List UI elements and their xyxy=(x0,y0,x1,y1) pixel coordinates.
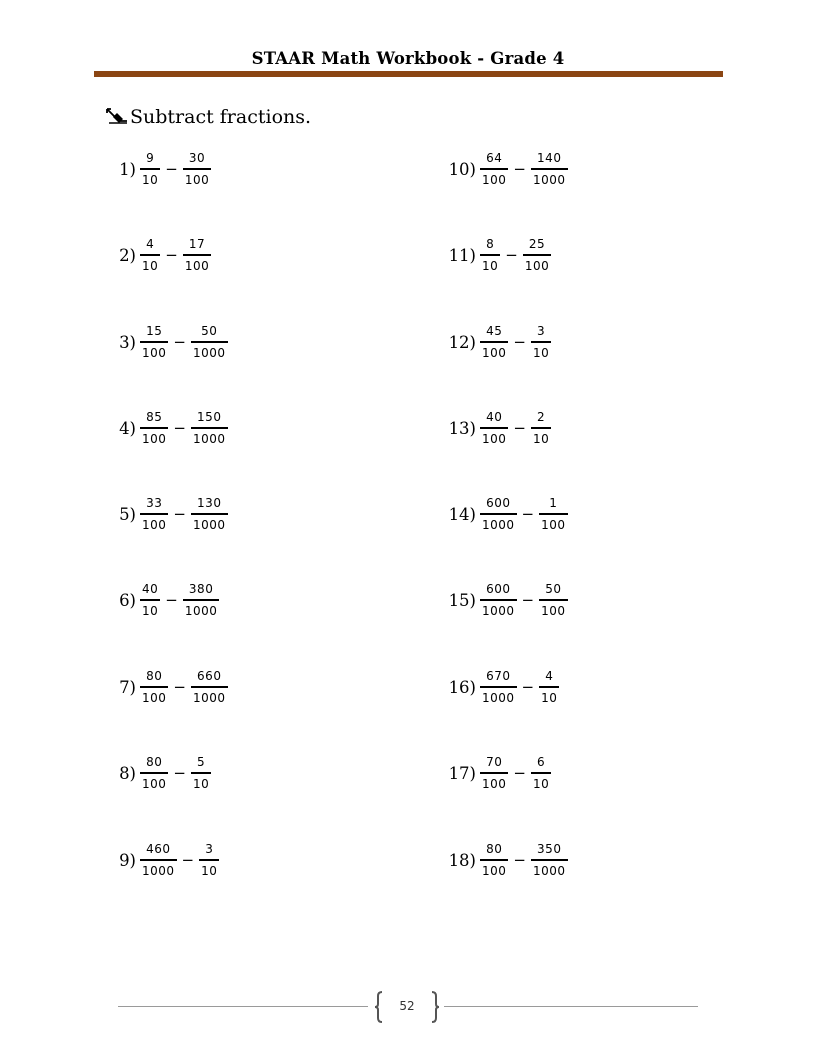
minus-sign: − xyxy=(165,246,178,264)
problem-5 xyxy=(100,492,228,536)
footer-rule-right xyxy=(444,1006,698,1007)
denominator: 100 xyxy=(142,776,167,791)
problem-3 xyxy=(100,320,228,364)
denominator: 100 xyxy=(142,517,167,532)
minus-sign: − xyxy=(513,160,526,178)
denominator: 100 xyxy=(184,258,210,273)
denominator: 100 xyxy=(524,258,550,273)
denominator: 100 xyxy=(142,345,167,360)
numerator: 45 xyxy=(486,323,503,338)
numerator: 3 xyxy=(205,841,214,856)
footer-rule-left xyxy=(118,1006,368,1007)
numerator: 50 xyxy=(545,581,562,596)
problem-13 xyxy=(440,406,551,450)
problem-2 xyxy=(100,233,211,277)
minus-sign: − xyxy=(513,764,526,782)
problem-number: 15) xyxy=(448,590,476,610)
numerator: 670 xyxy=(486,668,511,683)
problem-number: 16) xyxy=(448,677,476,697)
numerator: 3 xyxy=(537,323,546,338)
numerator: 40 xyxy=(142,581,159,596)
problem-number: 12) xyxy=(448,332,476,352)
page-header-title: STAAR Math Workbook - Grade 4 xyxy=(251,49,565,68)
numerator: 1 xyxy=(549,495,558,510)
numerator: 25 xyxy=(528,236,546,251)
problem-10 xyxy=(440,147,568,191)
denominator: 10 xyxy=(142,258,159,273)
numerator: 85 xyxy=(146,409,163,424)
denominator: 10 xyxy=(532,431,550,446)
fraction-b xyxy=(191,497,228,532)
problem-number: 11) xyxy=(448,245,476,265)
numerator: 50 xyxy=(201,323,218,338)
fraction-a xyxy=(140,497,168,532)
fraction-b xyxy=(539,497,567,532)
problem-number: 2) xyxy=(119,245,136,265)
minus-sign: − xyxy=(513,419,526,437)
problem-number: 18) xyxy=(448,850,476,870)
denominator: 1000 xyxy=(532,172,566,187)
fraction-a xyxy=(480,411,508,446)
minus-sign: − xyxy=(513,333,526,351)
minus-sign: − xyxy=(173,419,186,437)
problem-8 xyxy=(100,751,211,795)
page-number: 52 xyxy=(399,999,415,1013)
header-rule xyxy=(94,71,723,77)
problem-number: 14) xyxy=(448,504,476,524)
fraction-b xyxy=(531,843,568,878)
fraction-b xyxy=(191,325,228,360)
fraction-a xyxy=(140,238,160,273)
problem-1 xyxy=(100,147,211,191)
minus-sign: − xyxy=(165,591,178,609)
numerator: 8 xyxy=(486,236,495,251)
fraction-b xyxy=(539,670,559,705)
fraction-b xyxy=(531,152,568,187)
fraction-a xyxy=(140,583,160,618)
problem-number: 5) xyxy=(119,504,136,524)
minus-sign: − xyxy=(521,591,535,609)
fraction-b xyxy=(531,411,551,446)
section-heading xyxy=(105,106,311,128)
page-number-box xyxy=(374,991,440,1023)
fraction-b xyxy=(183,238,211,273)
problem-11 xyxy=(440,233,551,277)
problem-number: 8) xyxy=(119,763,136,783)
numerator: 80 xyxy=(146,754,163,769)
denominator: 1000 xyxy=(142,863,175,878)
numerator: 33 xyxy=(146,495,163,510)
fraction-b xyxy=(199,843,219,878)
problem-17 xyxy=(440,751,551,795)
denominator: 100 xyxy=(482,431,507,446)
section-title: Subtract fractions. xyxy=(130,106,312,128)
fraction-a xyxy=(480,497,517,532)
problem-number: 13) xyxy=(448,418,476,438)
numerator: 15 xyxy=(146,323,163,338)
numerator: 2 xyxy=(537,409,546,424)
numerator: 150 xyxy=(197,409,222,424)
problem-number: 9) xyxy=(119,850,136,870)
numerator: 350 xyxy=(537,841,562,856)
minus-sign: − xyxy=(505,246,518,264)
problem-18 xyxy=(440,838,568,882)
denominator: 100 xyxy=(482,863,507,878)
fraction-b xyxy=(523,238,551,273)
minus-sign: − xyxy=(173,333,186,351)
problem-7 xyxy=(100,665,228,709)
fraction-b xyxy=(191,411,228,446)
numerator: 6 xyxy=(537,754,546,769)
problem-6 xyxy=(100,578,219,622)
denominator: 10 xyxy=(192,776,210,791)
denominator: 1000 xyxy=(184,603,218,618)
denominator: 1000 xyxy=(192,345,226,360)
numerator: 600 xyxy=(486,495,511,510)
problem-14 xyxy=(440,492,568,536)
fraction-b xyxy=(531,325,551,360)
numerator: 660 xyxy=(197,668,222,683)
problem-number: 17) xyxy=(448,763,476,783)
problem-16 xyxy=(440,665,559,709)
fraction-a xyxy=(480,325,508,360)
minus-sign: − xyxy=(173,678,186,696)
minus-sign: − xyxy=(521,678,535,696)
fraction-a xyxy=(480,843,508,878)
fraction-a xyxy=(480,756,508,791)
problem-4 xyxy=(100,406,228,450)
fraction-b xyxy=(539,583,567,618)
numerator: 380 xyxy=(188,581,214,596)
denominator: 1000 xyxy=(532,863,566,878)
denominator: 1000 xyxy=(192,431,226,446)
pencil-icon xyxy=(105,107,129,127)
numerator: 140 xyxy=(537,150,562,165)
denominator: 10 xyxy=(482,258,499,273)
denominator: 10 xyxy=(142,172,159,187)
denominator: 100 xyxy=(482,345,507,360)
numerator: 130 xyxy=(197,495,222,510)
denominator: 10 xyxy=(532,776,550,791)
problem-number: 7) xyxy=(119,677,136,697)
fraction-b xyxy=(183,583,220,618)
problem-number: 1) xyxy=(119,159,136,179)
denominator: 100 xyxy=(142,690,167,705)
numerator: 4 xyxy=(545,668,554,683)
numerator: 80 xyxy=(486,841,503,856)
fraction-a xyxy=(140,670,168,705)
numerator: 460 xyxy=(146,841,171,856)
problem-number: 4) xyxy=(119,418,136,438)
fraction-b xyxy=(531,756,551,791)
fraction-a xyxy=(480,583,517,618)
numerator: 70 xyxy=(486,754,503,769)
denominator: 100 xyxy=(142,431,167,446)
fraction-a xyxy=(140,152,160,187)
denominator: 10 xyxy=(532,345,550,360)
numerator: 30 xyxy=(188,150,206,165)
problem-number: 6) xyxy=(119,590,136,610)
numerator: 600 xyxy=(486,581,511,596)
fraction-a xyxy=(140,843,177,878)
fraction-a xyxy=(140,325,168,360)
minus-sign: − xyxy=(521,505,535,523)
numerator: 17 xyxy=(188,236,206,251)
fraction-a xyxy=(480,152,508,187)
numerator: 4 xyxy=(146,236,155,251)
fraction-a xyxy=(480,670,517,705)
denominator: 100 xyxy=(482,172,507,187)
problem-9 xyxy=(100,838,219,882)
denominator: 100 xyxy=(482,776,507,791)
right-bracket-icon xyxy=(430,991,440,1023)
denominator: 1000 xyxy=(482,690,515,705)
minus-sign: − xyxy=(513,851,526,869)
problem-15 xyxy=(440,578,568,622)
denominator: 10 xyxy=(541,690,558,705)
minus-sign: − xyxy=(173,505,186,523)
numerator: 9 xyxy=(146,150,155,165)
fraction-b xyxy=(183,152,211,187)
numerator: 64 xyxy=(486,150,503,165)
denominator: 10 xyxy=(142,603,159,618)
denominator: 100 xyxy=(184,172,210,187)
minus-sign: − xyxy=(181,851,195,869)
problem-12 xyxy=(440,320,551,364)
fraction-b xyxy=(191,670,228,705)
numerator: 5 xyxy=(197,754,206,769)
numerator: 40 xyxy=(486,409,503,424)
fraction-a xyxy=(480,238,500,273)
denominator: 1000 xyxy=(482,517,515,532)
denominator: 1000 xyxy=(482,603,515,618)
fraction-a xyxy=(140,756,168,791)
problem-number: 3) xyxy=(119,332,136,352)
minus-sign: − xyxy=(173,764,186,782)
denominator: 1000 xyxy=(192,517,226,532)
denominator: 100 xyxy=(541,517,566,532)
denominator: 100 xyxy=(541,603,566,618)
problem-number: 10) xyxy=(448,159,476,179)
minus-sign: − xyxy=(165,160,178,178)
fraction-b xyxy=(191,756,211,791)
denominator: 10 xyxy=(201,863,218,878)
numerator: 80 xyxy=(146,668,163,683)
denominator: 1000 xyxy=(192,690,226,705)
fraction-a xyxy=(140,411,168,446)
